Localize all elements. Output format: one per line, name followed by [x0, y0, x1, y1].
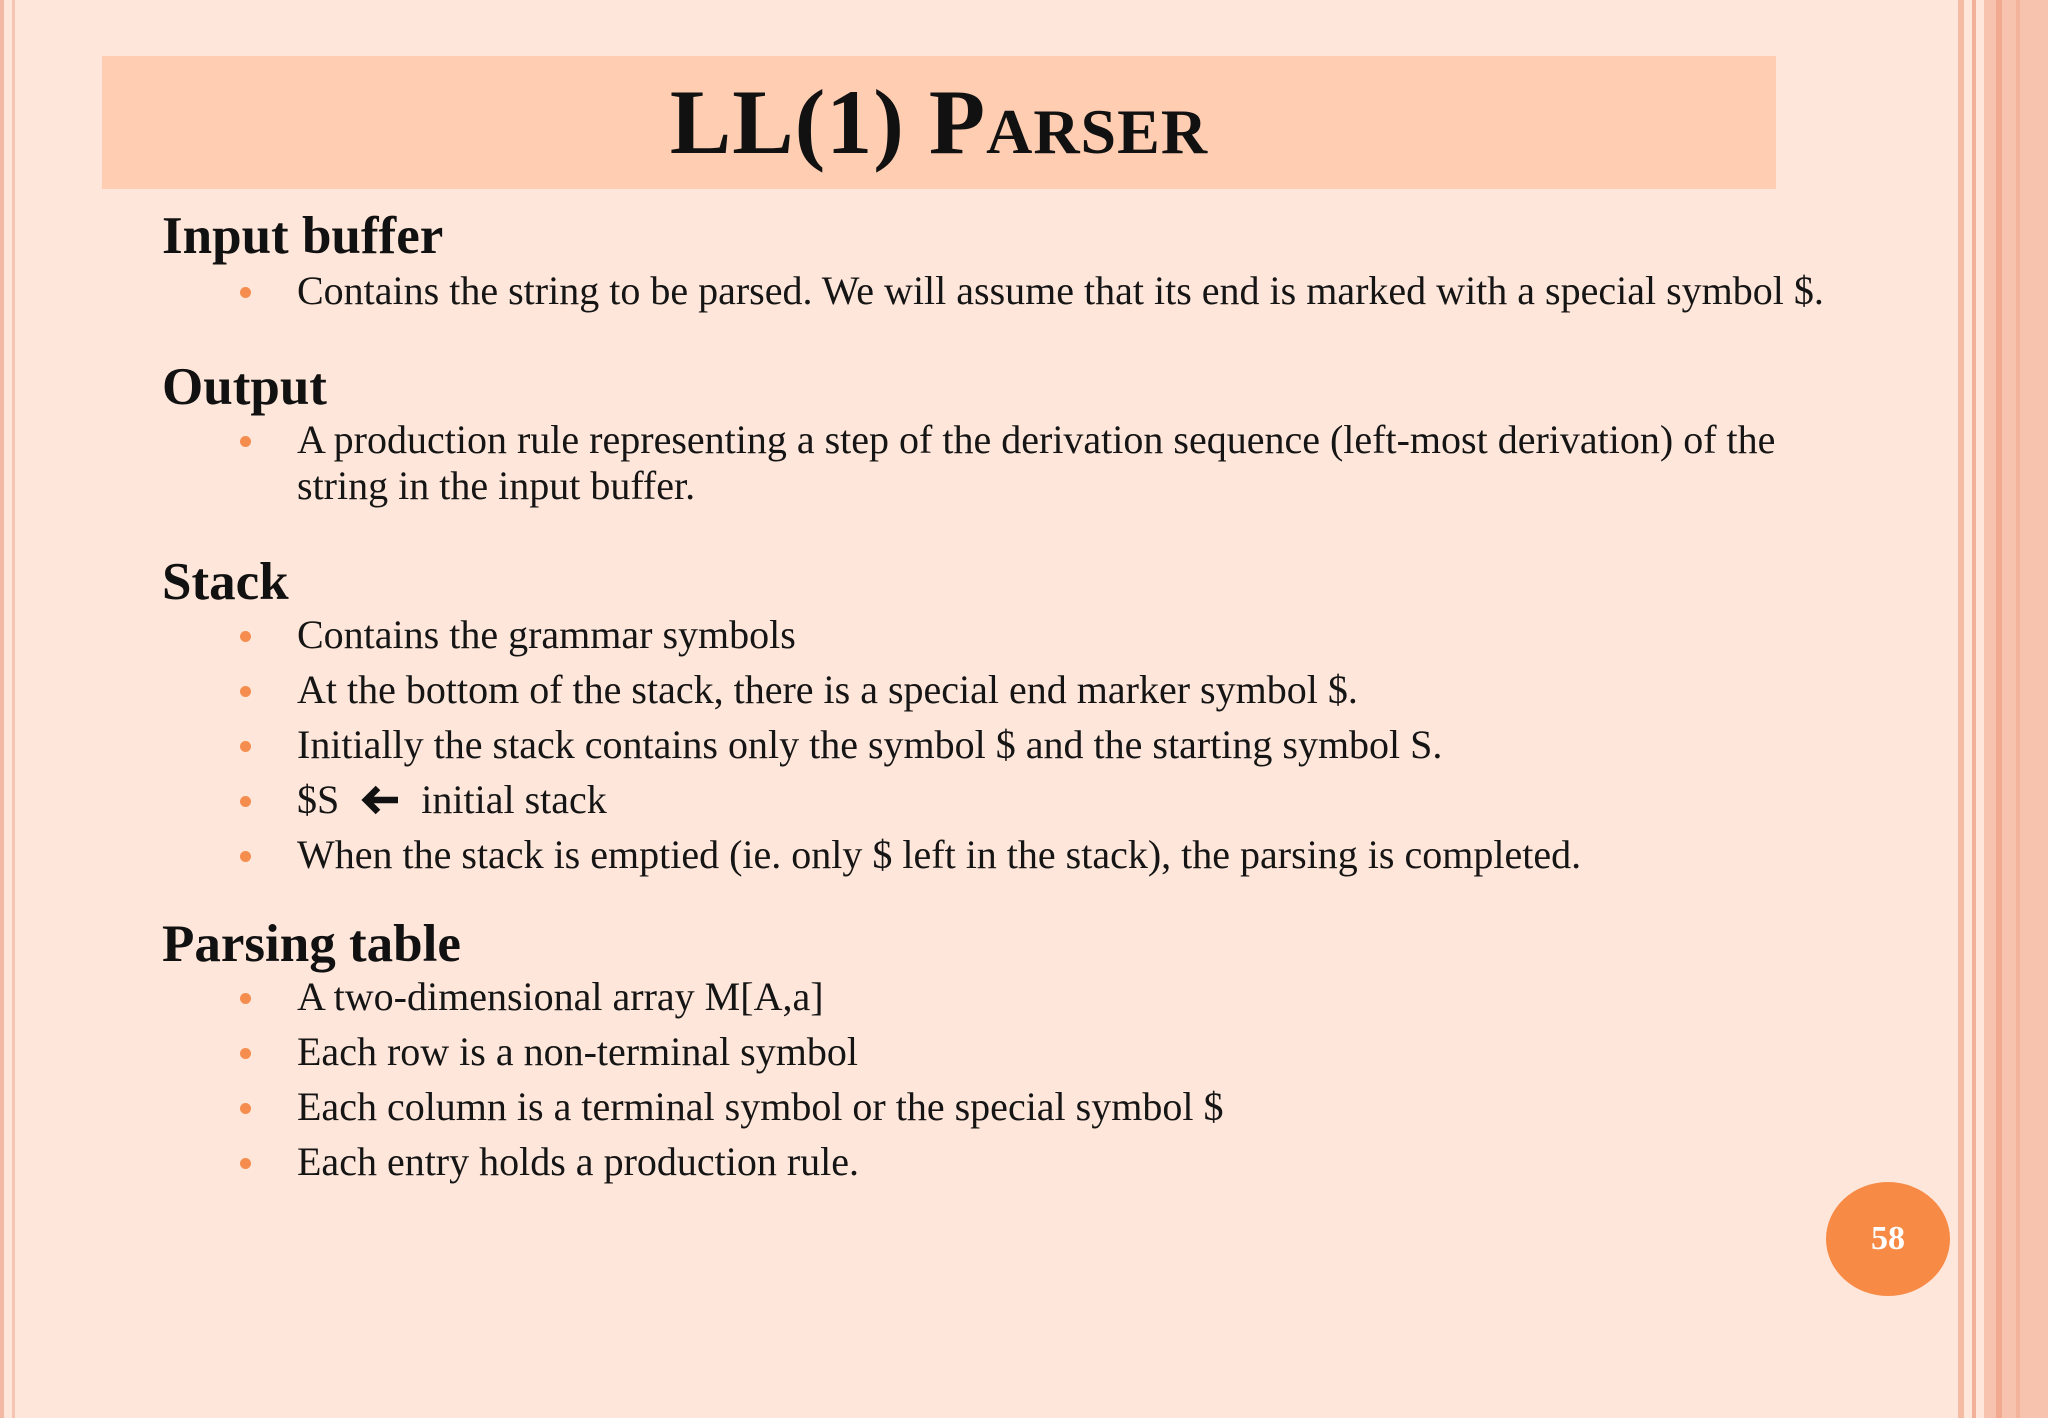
list-item-text: When the stack is emptied (ie. only $ left in the stack), the parsing is completed.	[297, 832, 1582, 877]
bullet-icon	[240, 1048, 251, 1059]
list-item	[162, 612, 1862, 658]
list-item-text: A two-dimensional array M[A,a]	[297, 974, 824, 1019]
slide-title: LL(1) Parser	[669, 71, 1209, 173]
section-heading: Stack	[162, 553, 289, 611]
slide-content	[162, 206, 1862, 1194]
bullet-icon	[240, 741, 251, 752]
left-border-line-inner	[12, 0, 15, 1418]
section-stack	[162, 552, 1862, 878]
bullet-list	[162, 417, 1862, 509]
section-heading: Input buffer	[162, 207, 444, 265]
list-item-text: At the bottom of the stack, there is a special end marker symbol $.	[297, 667, 1358, 712]
bullet-list	[162, 268, 1862, 314]
section-heading: Output	[162, 358, 327, 416]
list-item-text: Contains the grammar symbols	[297, 612, 796, 657]
right-border-line-3	[1996, 0, 2002, 1418]
left-border-line	[0, 0, 4, 1418]
list-item-text: Initially the stack contains only the symbol $ and the starting symbol S.	[297, 722, 1443, 767]
section-output	[162, 357, 1862, 509]
list-item	[162, 268, 1862, 314]
list-item	[162, 1029, 1862, 1075]
bullet-icon	[240, 1158, 251, 1169]
list-item	[162, 1084, 1862, 1130]
section-heading: Parsing table	[162, 915, 461, 973]
section-parsing-table	[162, 914, 1862, 1185]
list-item	[162, 777, 1862, 823]
list-item	[162, 417, 1862, 509]
right-border-line	[1958, 0, 1964, 1418]
right-border-line-4	[2016, 0, 2020, 1418]
bullet-list	[162, 612, 1862, 878]
list-item-text: A production rule representing a step of the derivation sequence (left-most derivation) of the string in the input buffer.	[297, 417, 1776, 508]
list-item	[162, 722, 1862, 768]
list-item	[162, 1139, 1862, 1185]
list-item-text: Each entry holds a production rule.	[297, 1139, 860, 1184]
bullet-icon	[240, 993, 251, 1004]
bullet-icon	[240, 796, 251, 807]
bullet-icon	[240, 851, 251, 862]
list-item	[162, 667, 1862, 713]
list-item-text: Contains the string to be parsed. We will assume that its end is marked with a special symbol $.	[297, 268, 1824, 313]
list-item-text: Each column is a terminal symbol or the special symbol $	[297, 1084, 1224, 1129]
bullet-list	[162, 974, 1862, 1185]
bullet-icon	[240, 287, 251, 298]
list-item	[162, 832, 1862, 878]
page-number-badge: 58	[1826, 1182, 1950, 1296]
list-item-text-before: $S	[297, 777, 340, 822]
bullet-icon	[240, 686, 251, 697]
bullet-icon	[240, 436, 251, 447]
list-item-text: Each row is a non-terminal symbol	[297, 1029, 858, 1074]
right-border-line-2	[1972, 0, 1976, 1418]
left-arrow-icon	[361, 785, 401, 815]
bullet-icon	[240, 631, 251, 642]
list-item	[162, 974, 1862, 1020]
bullet-icon	[240, 1103, 251, 1114]
section-input-buffer	[162, 206, 1862, 314]
list-item-text-after: initial stack	[421, 777, 607, 822]
